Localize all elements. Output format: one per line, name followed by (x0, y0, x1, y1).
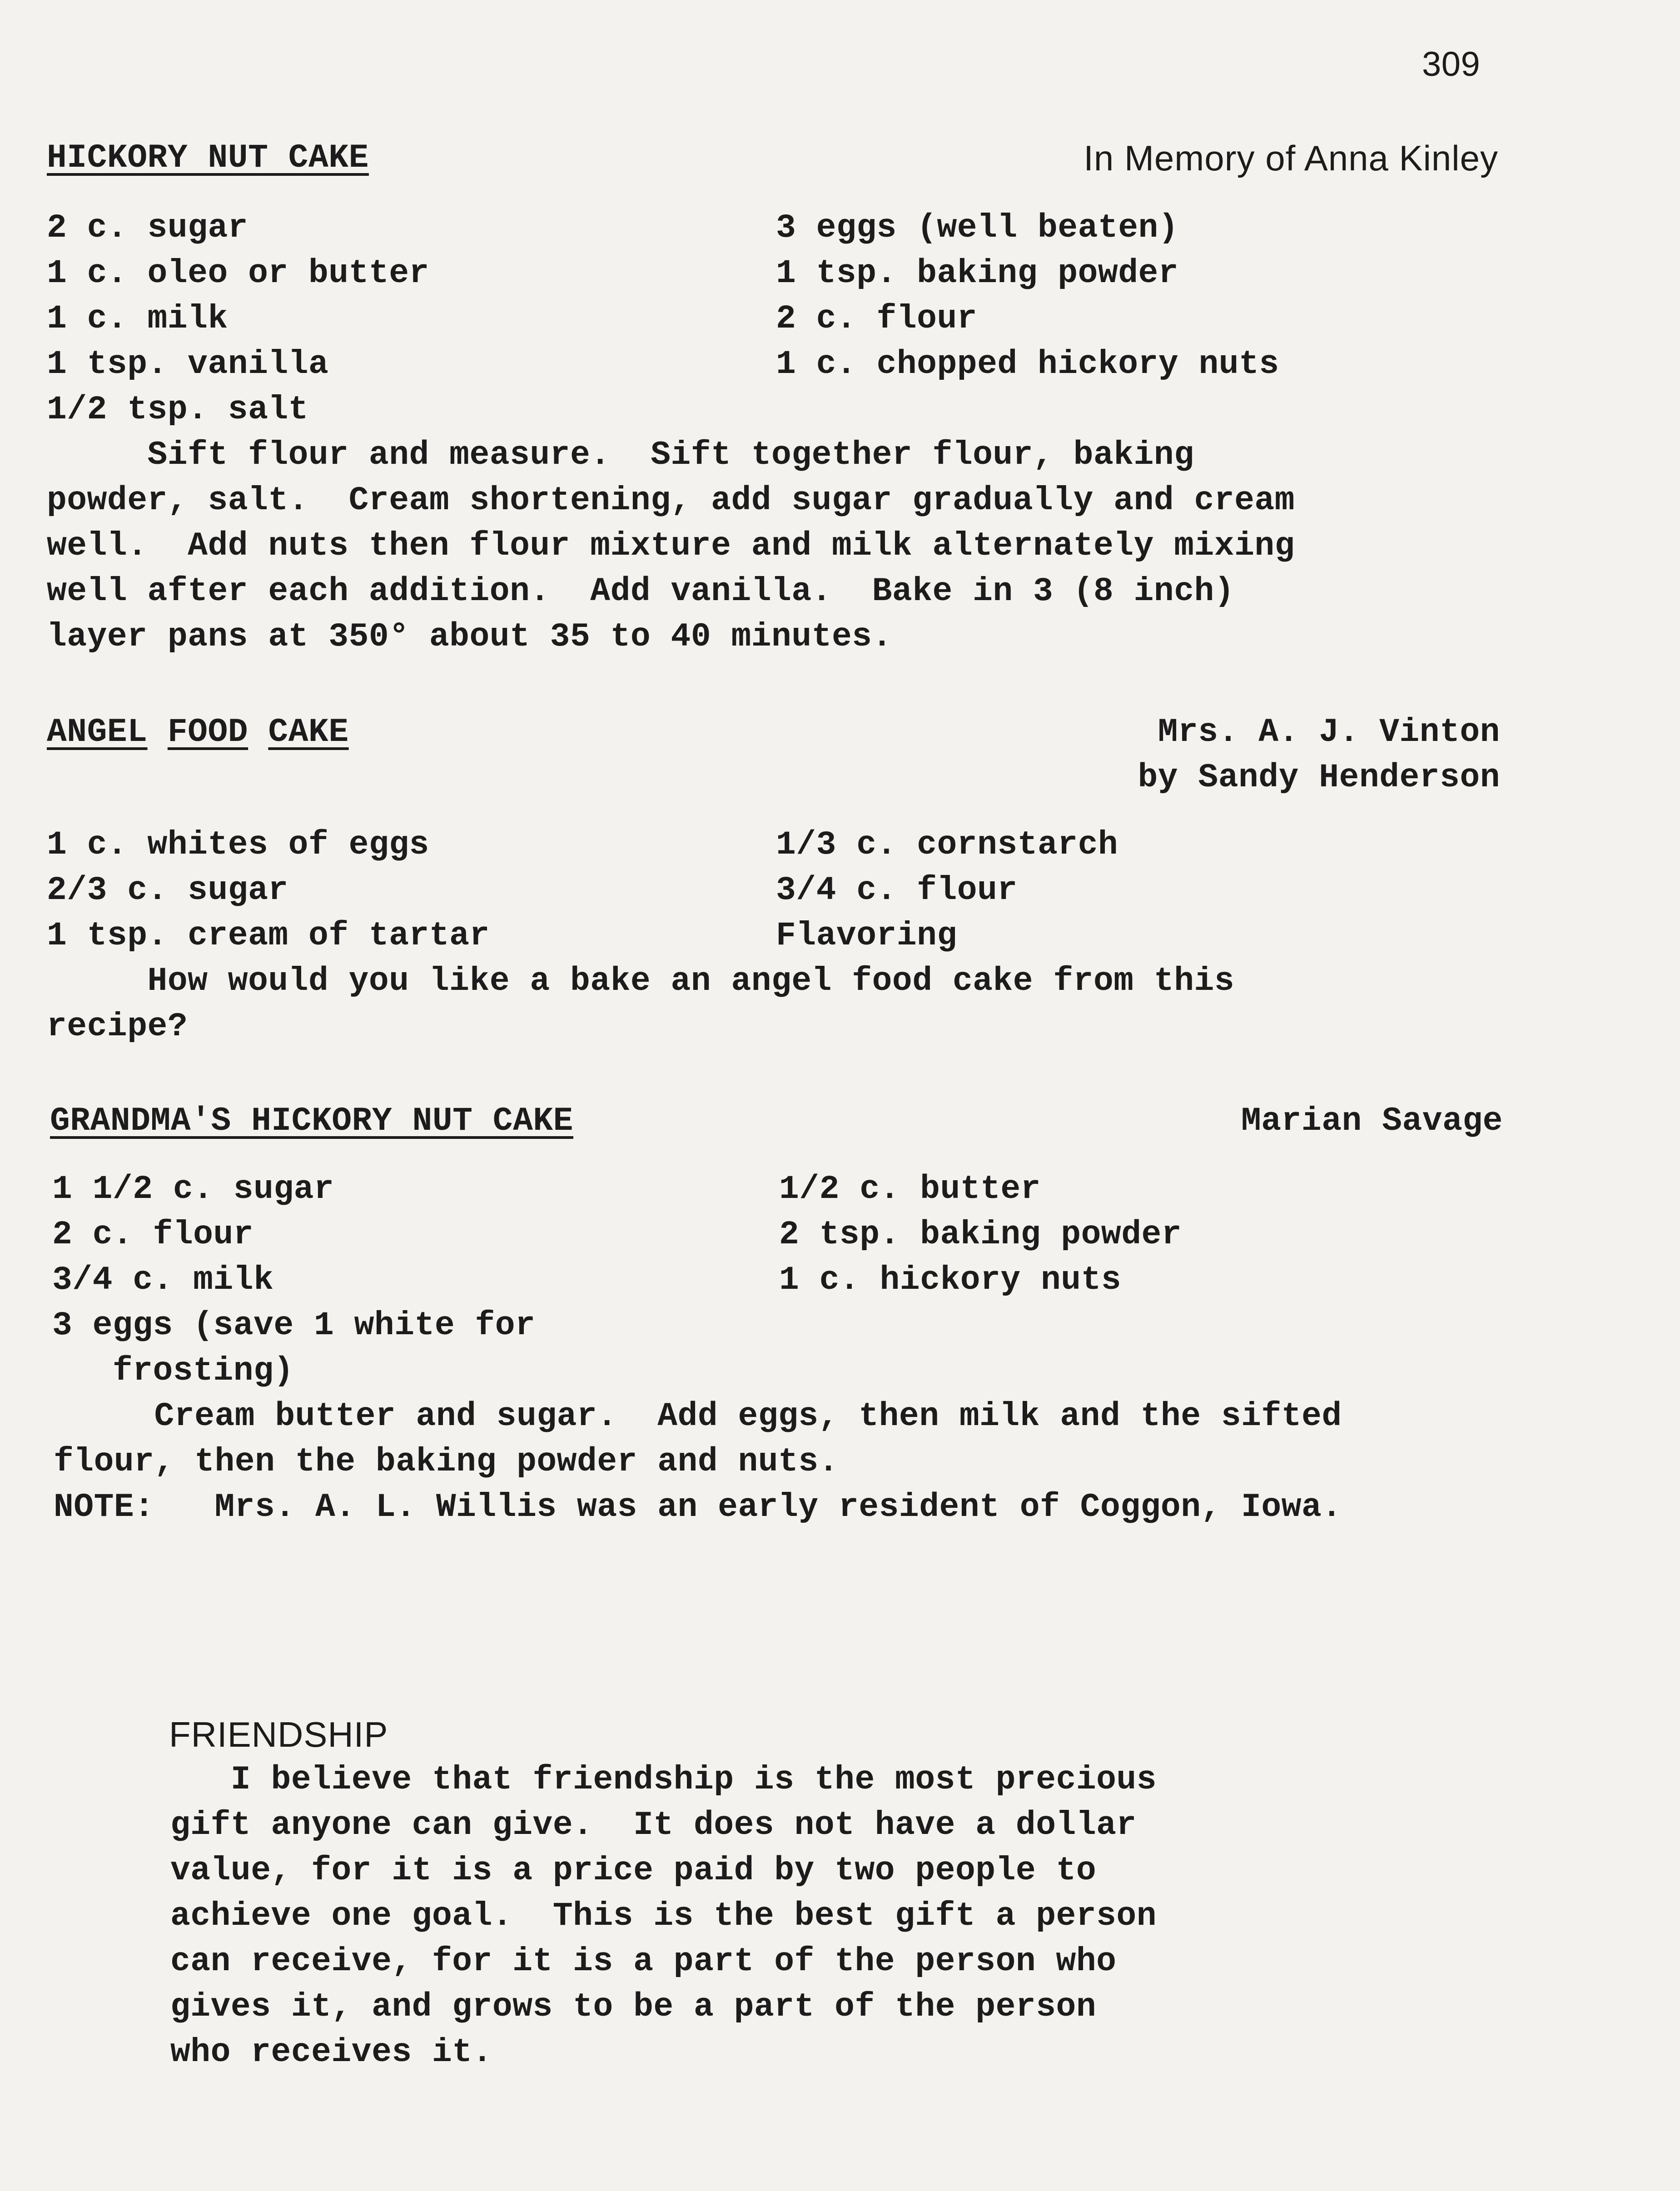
poem-line: who receives it. (170, 2033, 492, 2071)
ingredient: 1 tsp. vanilla (47, 345, 329, 383)
directions-line: layer pans at 350° about 35 to 40 minutes. (47, 618, 892, 656)
ingredient: 1 c. chopped hickory nuts (776, 345, 1279, 383)
directions-line: Cream butter and sugar. Add eggs, then milk and the sifted (54, 1397, 1342, 1435)
title-word: ANGEL (47, 713, 148, 751)
ingredient: 1 1/2 c. sugar (52, 1170, 334, 1208)
directions-line: Sift flour and measure. Sift together flour, baking (47, 436, 1194, 474)
recipe-credit: Marian Savage (1241, 1102, 1503, 1140)
poem-line: value, for it is a price paid by two people to (170, 1852, 1097, 1889)
ingredient: frosting) (52, 1352, 294, 1390)
ingredient: 1/2 c. butter (779, 1170, 1041, 1208)
directions-line: powder, salt. Cream shortening, add sugar gradually and cream (47, 482, 1295, 519)
ingredient: 3 eggs (save 1 white for (52, 1307, 536, 1344)
directions-line: NOTE: Mrs. A. L. Willis was an early resident of Coggon, Iowa. (54, 1488, 1342, 1526)
ingredient: 1/3 c. cornstarch (776, 826, 1118, 864)
ingredient: 1 c. oleo or butter (47, 254, 429, 292)
ingredient: 2 tsp. baking powder (779, 1216, 1182, 1253)
ingredient: 1 c. whites of eggs (47, 826, 429, 864)
recipe-title: HICKORY NUT CAKE (47, 139, 369, 177)
recipe-title: GRANDMA'S HICKORY NUT CAKE (50, 1102, 573, 1140)
page-number: 309 (1422, 45, 1481, 84)
ingredient: 1 c. hickory nuts (779, 1261, 1122, 1299)
title-word: CAKE (268, 713, 349, 751)
directions-line: well. Add nuts then flour mixture and milk alternately mixing (47, 527, 1295, 565)
ingredient: 2 c. flour (776, 300, 978, 338)
ingredient: 1 tsp. cream of tartar (47, 917, 490, 954)
poem-line: can receive, for it is a part of the person who (170, 1943, 1117, 1980)
directions-line: well after each addition. Add vanilla. Bake in 3 (8 inch) (47, 572, 1235, 610)
poem-line: achieve one goal. This is the best gift a person (170, 1897, 1157, 1935)
ingredient: 2/3 c. sugar (47, 871, 288, 909)
ingredient: 3/4 c. flour (776, 871, 1018, 909)
ingredient: 2 c. sugar (47, 209, 249, 247)
ingredient: 2 c. flour (52, 1216, 254, 1253)
ingredient: 1 tsp. baking powder (776, 254, 1179, 292)
title-word: FOOD (167, 713, 249, 751)
directions-line: flour, then the baking powder and nuts. (54, 1443, 839, 1481)
recipe-credit: Mrs. A. J. Vinton (1158, 713, 1500, 751)
recipe-credit: In Memory of Anna Kinley (1084, 138, 1498, 178)
recipe-credit: by Sandy Henderson (1138, 759, 1500, 796)
ingredient: 3/4 c. milk (52, 1261, 274, 1299)
ingredient: 1 c. milk (47, 300, 228, 338)
poem-title: FRIENDSHIP (169, 1714, 388, 1754)
recipe-title (47, 710, 349, 755)
directions-line: How would you like a bake an angel food cake from this (47, 962, 1235, 1000)
ingredient: 3 eggs (well beaten) (776, 209, 1179, 247)
ingredient: 1/2 tsp. salt (47, 391, 308, 428)
poem-line: gift anyone can give. It does not have a dollar (170, 1806, 1137, 1844)
ingredient: Flavoring (776, 917, 957, 954)
directions-line: recipe? (47, 1008, 188, 1045)
poem-line: gives it, and grows to be a part of the person (170, 1988, 1097, 2026)
poem-line: I believe that friendship is the most precious (170, 1761, 1157, 1799)
